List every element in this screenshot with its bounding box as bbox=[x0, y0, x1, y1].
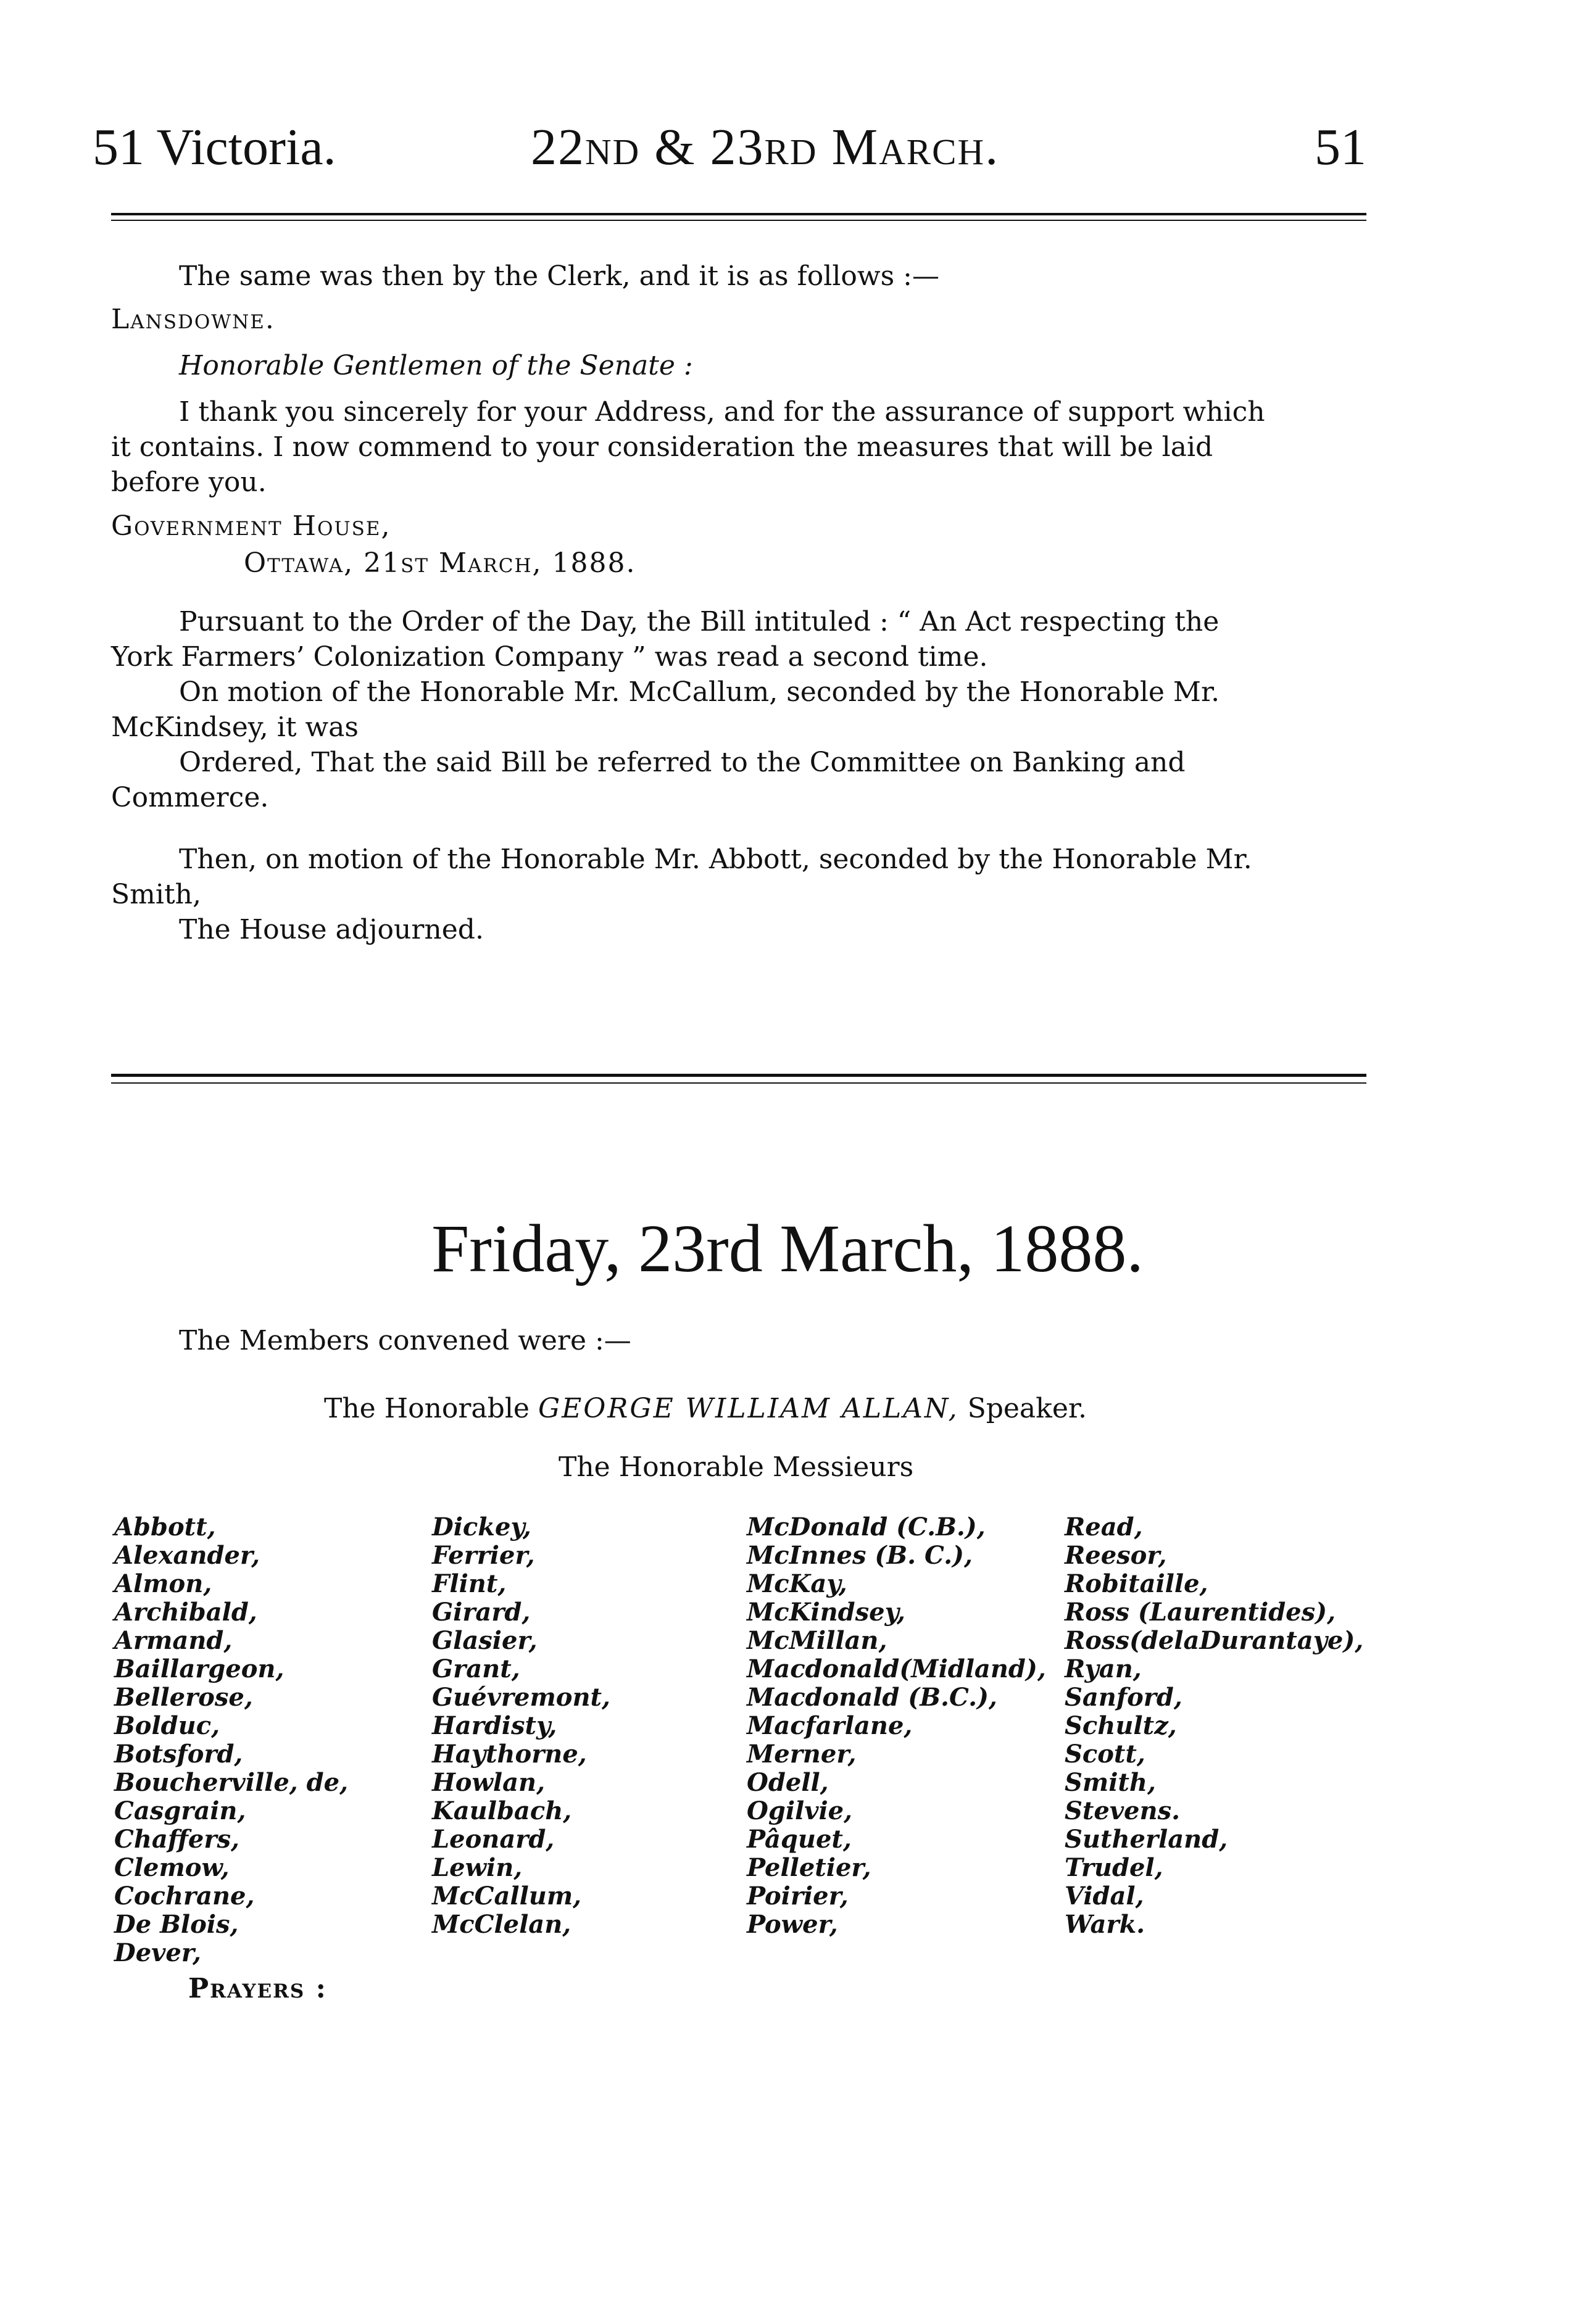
reply-signature: Lansdowne. bbox=[111, 304, 275, 335]
member-name: Dickey, bbox=[432, 1513, 531, 1542]
member-name: Smith, bbox=[1065, 1768, 1156, 1797]
member-name: Stevens. bbox=[1065, 1796, 1181, 1825]
section-rule-top bbox=[111, 1074, 1366, 1077]
member-name: Hardisty, bbox=[432, 1711, 557, 1740]
header-rule-bottom bbox=[111, 220, 1366, 221]
member-name: Power, bbox=[747, 1910, 838, 1939]
speaker-prefix: The Honorable bbox=[324, 1393, 530, 1424]
member-name: Howlan, bbox=[432, 1768, 546, 1797]
member-name: Abbott, bbox=[114, 1513, 216, 1542]
member-name: McCallum, bbox=[432, 1882, 582, 1911]
member-name: Boucherville, de, bbox=[114, 1768, 349, 1797]
speaker-line bbox=[324, 1392, 1087, 1426]
member-name: Read, bbox=[1065, 1513, 1143, 1542]
proceedings-p1-line1: Pursuant to the Order of the Day, the Bill intituled : “ An Act respecting the bbox=[179, 606, 1220, 637]
proceedings-p2-line1: On motion of the Honorable Mr. McCallum, seconded by the Honorable Mr. bbox=[179, 676, 1220, 708]
member-name: Grant, bbox=[432, 1654, 520, 1683]
member-name: Pâquet, bbox=[747, 1825, 852, 1854]
member-name: Scott, bbox=[1065, 1740, 1145, 1769]
reply-text-line3: before you. bbox=[111, 467, 267, 498]
members-column-1 bbox=[114, 1513, 348, 1967]
proceedings-p1-line2: York Farmers’ Colonization Company ” was read a second time. bbox=[111, 641, 988, 673]
member-name: Macdonald (B.C.), bbox=[747, 1683, 997, 1712]
member-name: Sanford, bbox=[1065, 1683, 1182, 1712]
member-name: Robitaille, bbox=[1065, 1569, 1208, 1598]
member-name: Kaulbach, bbox=[432, 1796, 572, 1825]
member-name: Botsford, bbox=[114, 1740, 243, 1769]
reply-text-line2: it contains. I now commend to your consideration the measures that will be laid bbox=[111, 431, 1213, 463]
member-name: Ryan, bbox=[1065, 1654, 1142, 1683]
member-name: Cochrane, bbox=[114, 1882, 255, 1911]
header-center bbox=[531, 117, 999, 177]
member-name: Chaffers, bbox=[114, 1825, 239, 1854]
reply-text-line1: I thank you sincerely for your Address, and for the assurance of support which bbox=[179, 396, 1265, 428]
reply-date: Ottawa, 21st March, 1888. bbox=[244, 547, 636, 579]
member-name: Pelletier, bbox=[747, 1853, 871, 1882]
proceedings-p3-line2: Commerce. bbox=[111, 782, 269, 813]
member-name: Guévremont, bbox=[432, 1683, 610, 1712]
member-name: McClelan, bbox=[432, 1910, 571, 1939]
members-column-4 bbox=[1065, 1513, 1363, 1939]
member-name: Almon, bbox=[114, 1569, 212, 1598]
members-column-2 bbox=[432, 1513, 610, 1939]
header-left: 51 Victoria. bbox=[93, 118, 336, 176]
reply-place: Government House, bbox=[111, 510, 391, 542]
member-name: Bellerose, bbox=[114, 1683, 253, 1712]
member-name: Dever, bbox=[114, 1938, 201, 1967]
member-name: Alexander, bbox=[114, 1541, 260, 1570]
member-name: Merner, bbox=[747, 1740, 857, 1769]
member-name: Lewin, bbox=[432, 1853, 523, 1882]
member-name: Macfarlane, bbox=[747, 1711, 913, 1740]
member-name: Poirier, bbox=[747, 1882, 849, 1911]
member-name: Archibald, bbox=[114, 1598, 257, 1627]
reply-salutation: Honorable Gentlemen of the Senate : bbox=[179, 350, 693, 381]
proceedings-p3-line1: Ordered, That the said Bill be referred to the Committee on Banking and bbox=[179, 747, 1186, 778]
section-rule-bottom bbox=[111, 1082, 1366, 1084]
member-name: Bolduc, bbox=[114, 1711, 220, 1740]
member-name: Macdonald(Midland), bbox=[747, 1654, 1046, 1683]
member-name: Baillargeon, bbox=[114, 1654, 285, 1683]
member-name: Ogilvie, bbox=[747, 1796, 853, 1825]
proceedings-p5: The House adjourned. bbox=[179, 914, 484, 945]
page-number: 51 bbox=[1315, 118, 1366, 176]
member-name: Armand, bbox=[114, 1626, 233, 1655]
member-name: Schultz, bbox=[1065, 1711, 1177, 1740]
header-rule-top bbox=[111, 213, 1366, 215]
prayers-label: Prayers : bbox=[188, 1973, 327, 2004]
proceedings-p4-line1: Then, on motion of the Honorable Mr. Abbott, seconded by the Honorable Mr. bbox=[179, 844, 1252, 875]
member-name: McKindsey, bbox=[747, 1598, 905, 1627]
member-name: Ferrier, bbox=[432, 1541, 535, 1570]
member-name: Clemow, bbox=[114, 1853, 230, 1882]
member-name: McDonald (C.B.), bbox=[747, 1513, 986, 1542]
member-name: McMillan, bbox=[747, 1626, 887, 1655]
member-name: Ross(delaDurantaye), bbox=[1065, 1626, 1364, 1655]
member-name: McKay, bbox=[747, 1569, 847, 1598]
member-name: Leonard, bbox=[432, 1825, 555, 1854]
members-convened: The Members convened were :— bbox=[179, 1325, 631, 1356]
member-name: Glasier, bbox=[432, 1626, 538, 1655]
member-name: McInnes (B. C.), bbox=[747, 1541, 973, 1570]
member-name: Wark. bbox=[1065, 1910, 1145, 1939]
member-name: Sutherland, bbox=[1065, 1825, 1228, 1854]
reply-intro: The same was then by the Clerk, and it is as follows :— bbox=[179, 260, 939, 292]
member-name: Haythorne, bbox=[432, 1740, 587, 1769]
speaker-suffix: Speaker. bbox=[967, 1393, 1087, 1424]
sitting-title: Friday, 23rd March, 1888. bbox=[431, 1211, 1144, 1286]
member-name: Ross (Laurentides), bbox=[1065, 1598, 1336, 1627]
header-center-text: 22nd & 23rd March. bbox=[531, 118, 1000, 176]
speaker-name: GEORGE WILLIAM ALLAN, bbox=[538, 1393, 959, 1424]
member-name: Vidal, bbox=[1065, 1882, 1144, 1911]
messieurs-heading: The Honorable Messieurs bbox=[559, 1451, 914, 1483]
member-name: Odell, bbox=[747, 1768, 829, 1797]
member-name: De Blois, bbox=[114, 1910, 239, 1939]
member-name: Girard, bbox=[432, 1598, 531, 1627]
member-name: Trudel, bbox=[1065, 1853, 1163, 1882]
members-column-3 bbox=[747, 1513, 1046, 1939]
member-name: Reesor, bbox=[1065, 1541, 1167, 1570]
proceedings-p2-line2: McKindsey, it was bbox=[111, 712, 359, 743]
member-name: Casgrain, bbox=[114, 1796, 246, 1825]
member-name: Flint, bbox=[432, 1569, 507, 1598]
proceedings-p4-line2: Smith, bbox=[111, 879, 201, 910]
